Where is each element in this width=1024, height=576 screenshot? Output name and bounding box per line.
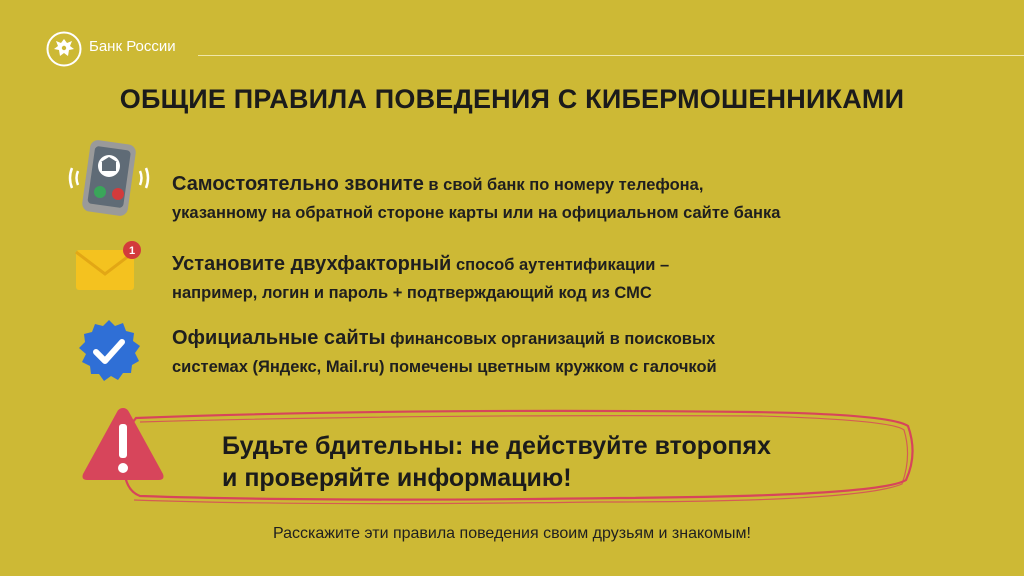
rule-3-text — [172, 324, 717, 381]
page-title: ОБЩИЕ ПРАВИЛА ПОВЕДЕНИЯ С КИБЕРМОШЕННИКАМИ — [119, 84, 905, 114]
rule-2-line1: способ аутентификации – — [451, 256, 670, 274]
brand-name: Банк России — [89, 38, 176, 55]
verified-check-badge-icon — [76, 318, 142, 384]
rule-2-lead: Установите двухфакторный — [172, 253, 452, 275]
warning-line-2: и проверяйте информацию! — [222, 464, 572, 492]
warning-message — [222, 430, 771, 494]
header-divider — [198, 55, 1024, 56]
envelope-notification-icon — [72, 238, 146, 296]
rule-1-line2: указанному на обратной стороне карты или на официальном сайте банка — [172, 204, 781, 222]
phone-bank-call-icon — [66, 138, 152, 218]
warning-triangle-icon — [79, 404, 167, 484]
rule-2-text — [172, 250, 669, 307]
rule-2-line2: например, логин и пароль + подтверждающий код из СМС — [172, 284, 652, 302]
rule-1-lead: Самостоятельно звоните — [172, 173, 424, 195]
rule-1-text — [172, 170, 780, 227]
bank-emblem-icon — [46, 31, 82, 67]
footer-note: Расскажите эти правила поведения своим друзьям и знакомым! — [273, 525, 751, 542]
rule-1-line1: в свой банк по номеру телефона, — [423, 176, 704, 194]
header — [0, 0, 1024, 80]
rule-3-line1: финансовых организаций в поисковых — [385, 330, 716, 348]
notification-count: 1 — [128, 245, 136, 257]
rule-3-lead: Официальные сайты — [172, 327, 386, 349]
warning-line-1: Будьте бдительны: не действуйте второпях — [222, 432, 771, 460]
rule-3-line2: системах (Яндекс, Mail.ru) помечены цветным кружком с галочкой — [172, 358, 717, 376]
